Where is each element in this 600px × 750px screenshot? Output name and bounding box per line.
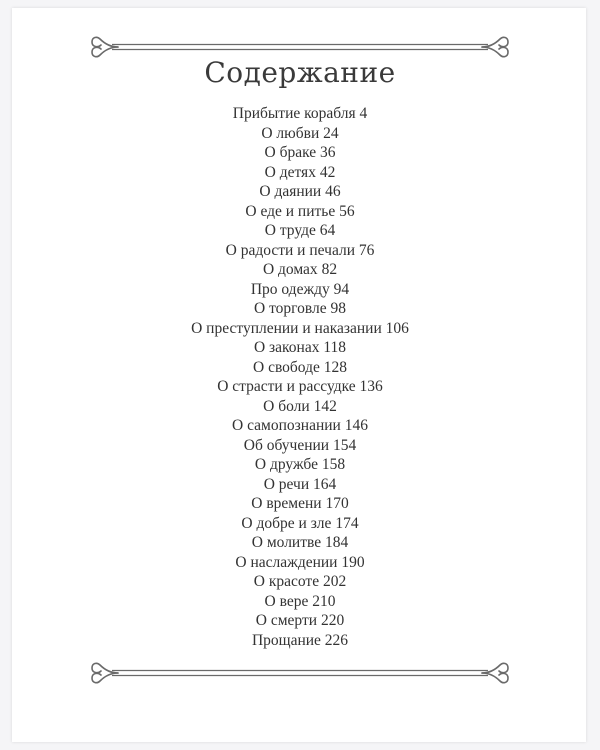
toc-entry-title: О боли — [263, 397, 310, 415]
toc-entry-title: О детях — [264, 163, 316, 181]
toc-entry — [0, 514, 600, 534]
toc-entry-title: Прибытие корабля — [232, 105, 356, 122]
toc-entry — [0, 182, 600, 202]
toc-entry — [0, 631, 600, 651]
toc-entry — [0, 358, 600, 378]
toc-entry — [0, 221, 600, 241]
toc-entry-page-number: 154 — [332, 436, 357, 454]
toc-entry-page-number: 98 — [330, 300, 346, 317]
toc-entry-title: О страсти и рассудке — [217, 378, 356, 395]
toc-entry-title: О даянии — [259, 183, 322, 200]
toc-entry-page-number: 226 — [324, 631, 349, 649]
toc-entry-title: О радости и печали — [225, 241, 355, 259]
toc-entry-title: О любви — [261, 124, 320, 142]
toc-entry-title: О торговле — [254, 300, 327, 317]
toc-entry-page-number: 56 — [339, 202, 355, 220]
toc-entry — [0, 494, 600, 514]
toc-entry-page-number: 170 — [325, 495, 349, 512]
toc-entry-page-number: 174 — [335, 514, 359, 532]
toc-entry — [0, 163, 600, 183]
toc-entry — [0, 592, 600, 612]
toc-entry — [0, 416, 600, 436]
toc-entry-title: О вере — [264, 592, 309, 610]
toc-entry — [0, 533, 600, 553]
toc-entry — [0, 377, 600, 397]
toc-entry-title: О речи — [263, 475, 310, 493]
toc-entry-page-number: 128 — [323, 358, 347, 376]
toc-entry — [0, 241, 600, 261]
toc-entry-title: О браке — [264, 144, 317, 161]
toc-entry-title: О наслаждении — [235, 553, 338, 571]
toc-entry-page-number: 106 — [385, 319, 409, 337]
toc-entry-title: Об обучении — [243, 436, 330, 454]
toc-entry — [0, 299, 600, 319]
toc-entry-title: О труде — [264, 222, 316, 239]
toc-entry-title: О еде и питье — [245, 202, 336, 220]
toc-entry-title: О добре и зле — [241, 514, 332, 532]
toc-entry-page-number: 64 — [319, 222, 336, 239]
toc-entry-page-number: 136 — [359, 378, 383, 395]
toc-entry-title: О законах — [253, 339, 320, 356]
toc-entry-title: О домах — [262, 261, 318, 278]
toc-entry-page-number: 202 — [322, 573, 347, 590]
toc-entry-page-number: 158 — [321, 456, 346, 473]
toc-entry-page-number: 146 — [344, 417, 368, 434]
toc-entry — [0, 280, 600, 300]
toc-entry-page-number: 46 — [325, 183, 341, 200]
toc-entry — [0, 455, 600, 475]
toc-entry — [0, 338, 600, 358]
bottom-ornament-border — [0, 660, 600, 686]
toc-entry-title: О свободе — [253, 358, 320, 376]
toc-entry — [0, 572, 600, 592]
toc-entry-title: О преступлении и наказании — [191, 319, 382, 337]
toc-entry-page-number: 220 — [320, 612, 345, 629]
toc-entry — [0, 611, 600, 631]
toc-entry — [0, 319, 600, 339]
toc-entry-title: О смерти — [255, 612, 318, 629]
table-of-contents — [0, 104, 600, 650]
toc-entry-page-number: 164 — [313, 475, 337, 493]
toc-entry-title: О самопознании — [232, 417, 341, 434]
toc-entry-title: Прощание — [251, 631, 321, 649]
toc-entry — [0, 260, 600, 280]
toc-entry-title: О дружбе — [254, 456, 318, 473]
toc-entry — [0, 397, 600, 417]
toc-entry-page-number: 42 — [319, 163, 336, 181]
toc-entry — [0, 202, 600, 222]
toc-entry-page-number: 210 — [312, 592, 336, 610]
toc-entry-page-number: 142 — [313, 397, 337, 415]
toc-entry-page-number: 24 — [323, 124, 339, 142]
toc-entry-title: Про одежду — [250, 280, 330, 298]
toc-entry-title: О молитве — [251, 534, 322, 551]
toc-entry-page-number: 76 — [358, 241, 375, 259]
toc-entry-page-number: 94 — [333, 280, 350, 298]
toc-entry-page-number: 82 — [321, 261, 338, 278]
page-title: Содержание — [204, 56, 396, 89]
toc-entry-title: О красоте — [253, 573, 320, 590]
toc-entry — [0, 475, 600, 495]
toc-entry-page-number: 36 — [319, 144, 336, 161]
toc-entry-page-number: 190 — [341, 553, 365, 571]
toc-entry — [0, 104, 600, 124]
toc-entry-page-number: 4 — [359, 105, 368, 122]
toc-entry — [0, 553, 600, 573]
toc-entry-page-number: 184 — [324, 534, 349, 551]
toc-entry-page-number: 118 — [323, 339, 347, 356]
toc-entry — [0, 436, 600, 456]
toc-entry-title: О времени — [251, 495, 322, 512]
toc-entry — [0, 124, 600, 144]
toc-entry — [0, 143, 600, 163]
